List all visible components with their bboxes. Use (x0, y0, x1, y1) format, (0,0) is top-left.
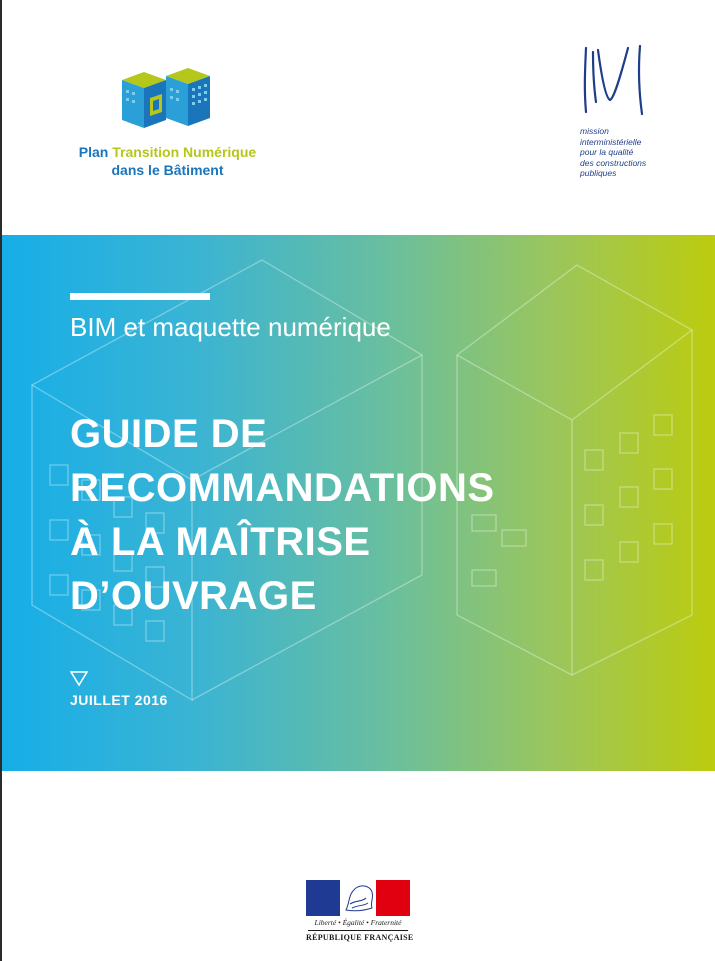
cover-title (70, 407, 495, 623)
miqcp-monogram (578, 40, 650, 120)
miqcp-line-2: interministérielle (580, 136, 642, 147)
marianne-flag (306, 880, 410, 916)
title-line-1: GUIDE DE (70, 412, 268, 456)
miqcp-line-5: publiques (580, 168, 617, 178)
publication-date: JUILLET 2016 (70, 692, 168, 708)
rf-motto: Liberté • Égalité • Fraternité (314, 918, 402, 927)
cover-band (2, 235, 715, 771)
cover-subtitle: BIM et maquette numérique (70, 312, 391, 342)
miqcp-name (580, 126, 646, 179)
ptnb-cube-logo (122, 68, 212, 133)
ptnb-line1-accent: Transition Numérique (112, 144, 257, 160)
title-line-2: RECOMMANDATIONS (70, 466, 495, 510)
miqcp-line-3: pour la qualité (580, 147, 634, 157)
republique-francaise-logo (306, 880, 412, 950)
ptnb-logo (60, 68, 280, 188)
ptnb-wordmark (60, 143, 275, 179)
triangle-down-icon (70, 671, 88, 687)
miqcp-logo (578, 40, 668, 185)
title-line-4: D’OUVRAGE (70, 574, 317, 618)
miqcp-line-4: des constructions (580, 157, 647, 168)
subtitle-rule (70, 293, 210, 300)
ptnb-line1-lead: Plan (78, 144, 109, 160)
rf-divider (308, 930, 408, 931)
ptnb-line2: dans le Bâtiment (111, 162, 224, 178)
miqcp-line-1: mission (580, 126, 609, 136)
title-line-3: À LA MAÎTRISE (70, 520, 371, 564)
rf-name: RÉPUBLIQUE FRANÇAISE (306, 933, 414, 942)
